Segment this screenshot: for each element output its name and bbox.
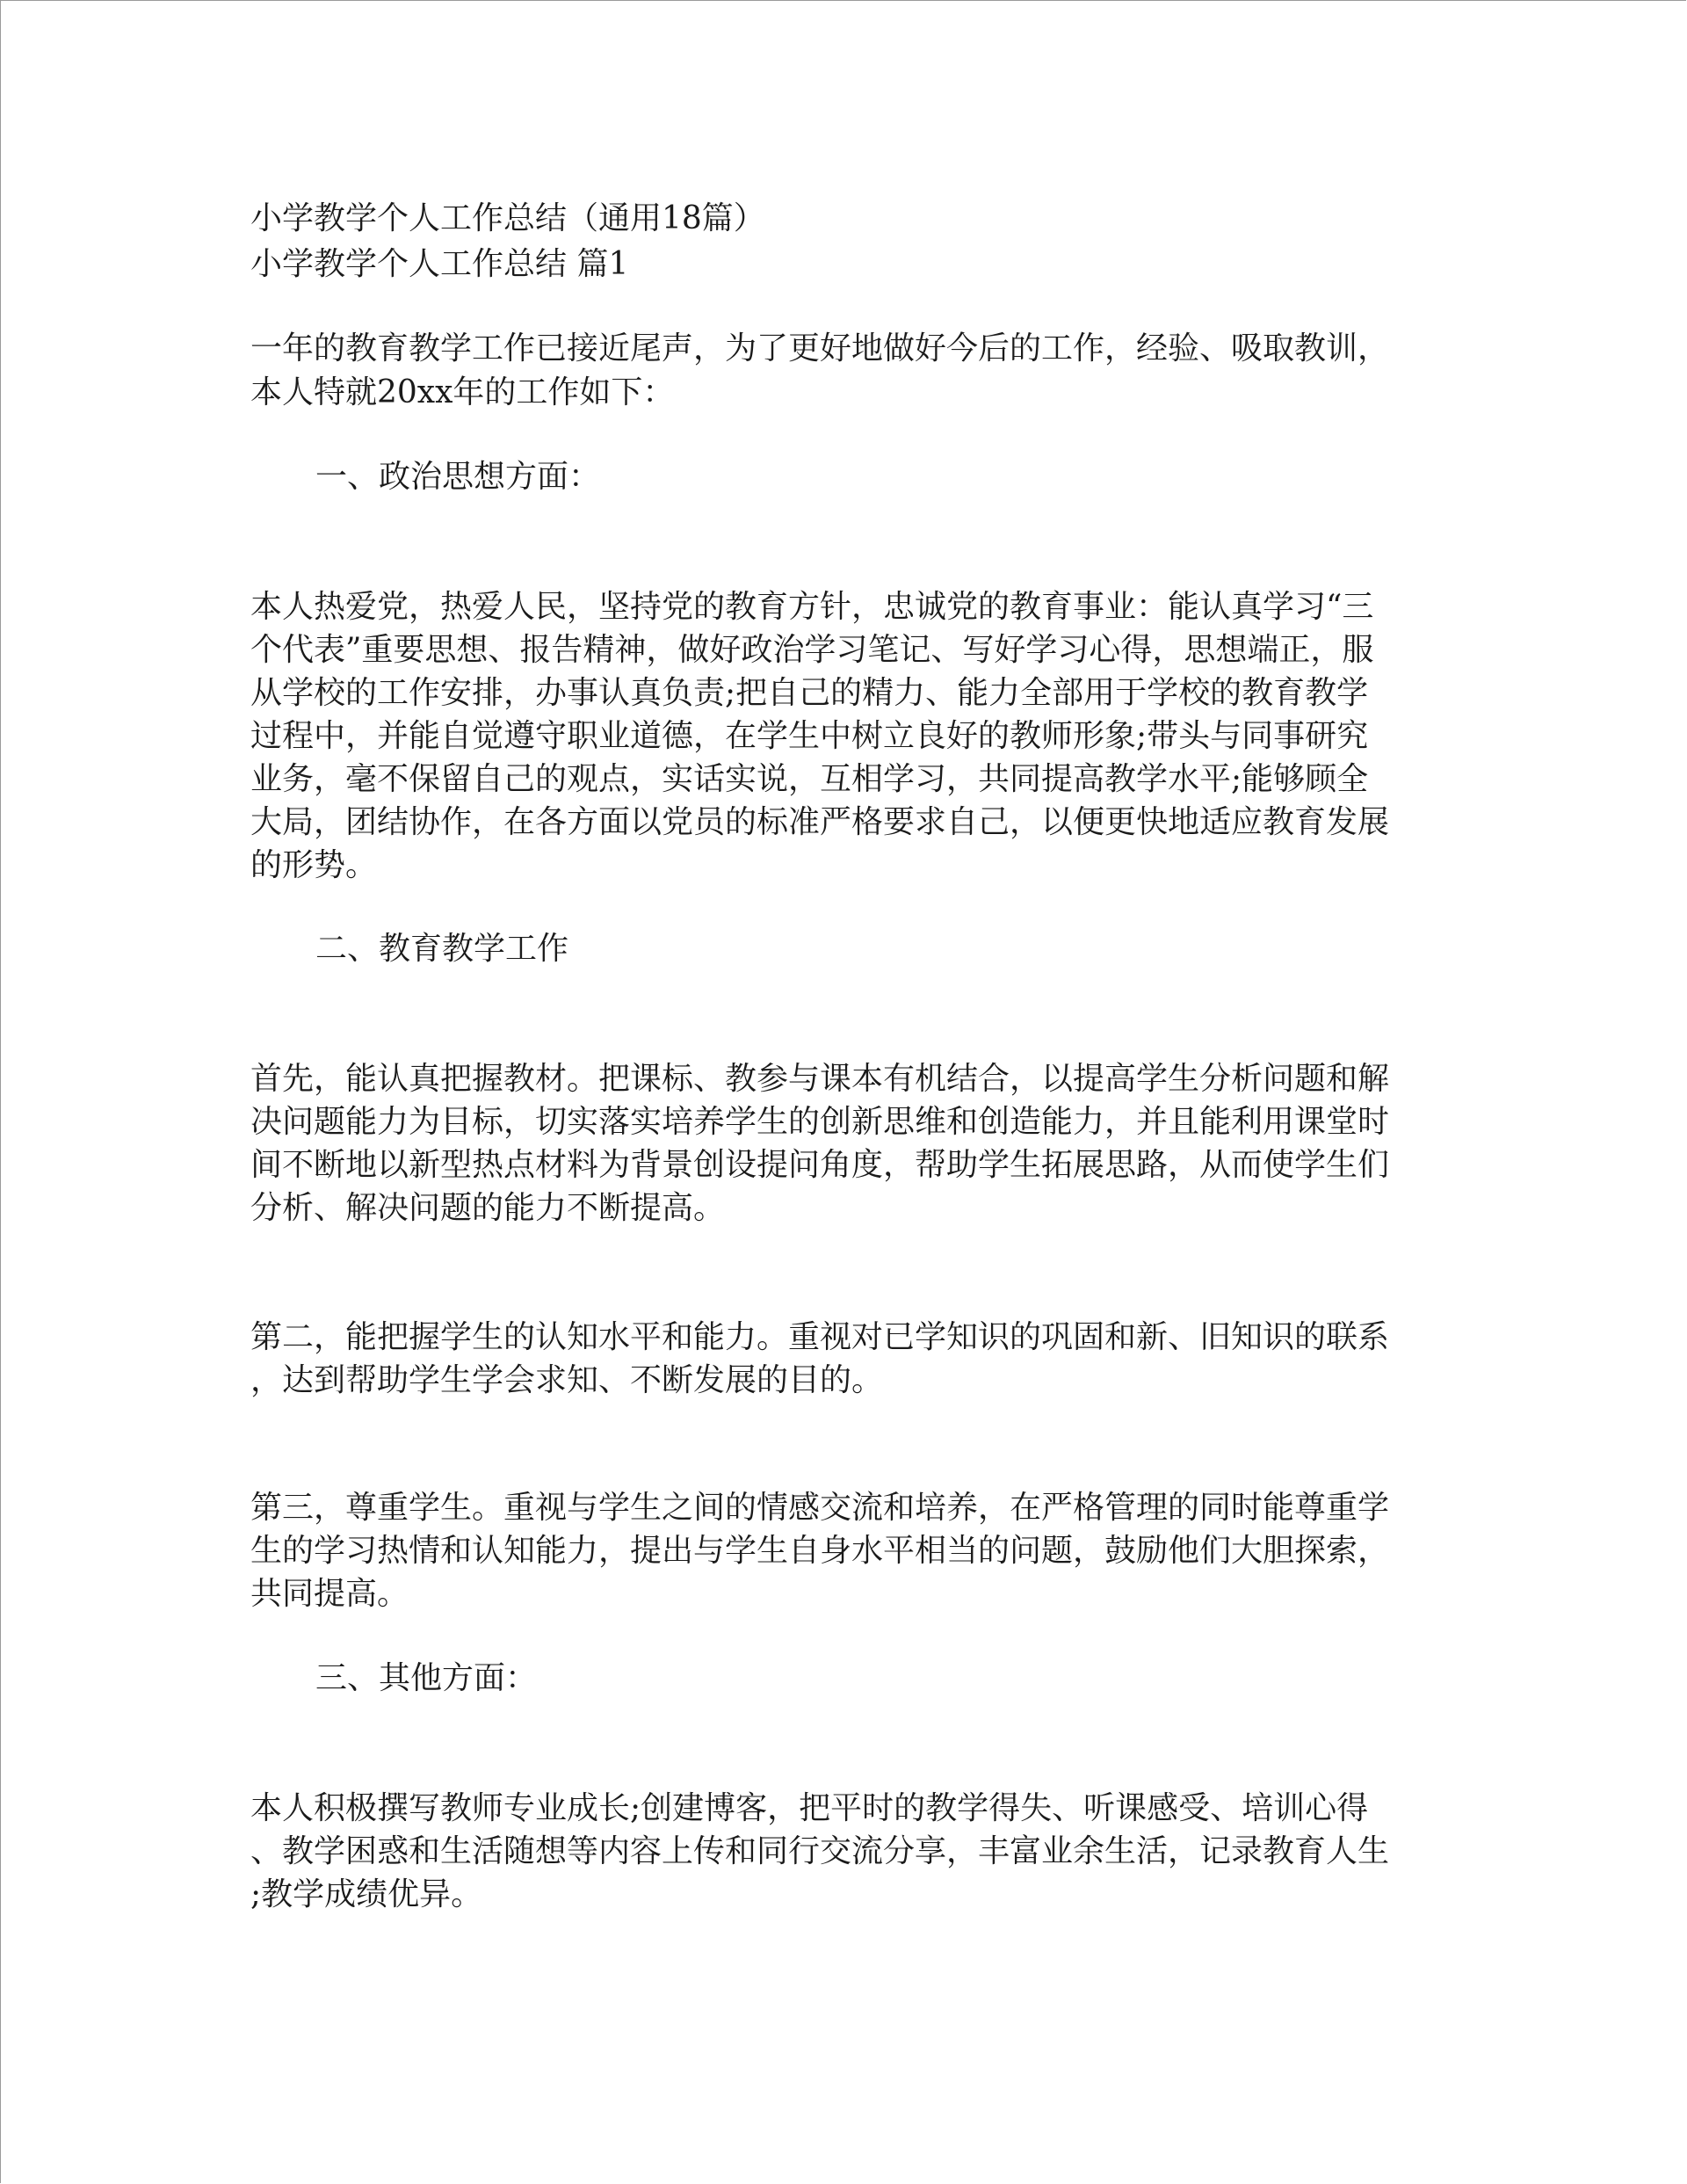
- paragraph-line: 第二，能把握学生的认知水平和能力。重视对已学知识的巩固和新、旧知识的联系: [250, 1319, 1390, 1355]
- paragraph-line: ，达到帮助学生学会求知、不断发展的目的。: [250, 1362, 884, 1398]
- section-heading-teaching: 二、教育教学工作: [315, 931, 569, 967]
- document-title: 小学教学个人工作总结（通用18篇）: [250, 200, 765, 236]
- intro-line: 一年的教育教学工作已接近尾声，为了更好地做好今后的工作，经验、吸取教训，: [250, 330, 1390, 366]
- document-subtitle: 小学教学个人工作总结 篇1: [250, 246, 629, 282]
- paragraph-line: 首先，能认真把握教材。把课标、教参与课本有机结合，以提高学生分析问题和解: [250, 1061, 1390, 1097]
- paragraph-line: 大局，团结协作，在各方面以党员的标准严格要求自己，以便更快地适应教育发展: [250, 804, 1390, 840]
- paragraph-line: ;教学成绩优异。: [250, 1876, 483, 1912]
- paragraph-line: 的形势。: [250, 847, 378, 883]
- paragraph-line: 本人积极撰写教师专业成长;创建博客，把平时的教学得失、听课感受、培训心得: [250, 1790, 1369, 1826]
- paragraph-line: 共同提高。: [250, 1576, 409, 1612]
- section-heading-politics: 一、政治思想方面：: [315, 459, 601, 495]
- paragraph-line: 决问题能力为目标，切实落实培养学生的创新思维和创造能力，并且能利用课堂时: [250, 1104, 1390, 1140]
- section-heading-other: 三、其他方面：: [315, 1660, 538, 1696]
- paragraph-line: 间不断地以新型热点材料为背景创设提问角度，帮助学生拓展思路，从而使学生们: [250, 1147, 1390, 1183]
- paragraph-line: 本人热爱党，热爱人民，坚持党的教育方针，忠诚党的教育事业：能认真学习“三: [250, 589, 1374, 625]
- paragraph-line: 过程中，并能自觉遵守职业道德，在学生中树立良好的教师形象;带头与同事研究: [250, 718, 1369, 754]
- paragraph-line: 从学校的工作安排，办事认真负责;把自己的精力、能力全部用于学校的教育教学: [250, 675, 1369, 711]
- paragraph-line: 、教学困惑和生活随想等内容上传和同行交流分享，丰富业余生活，记录教育人生: [250, 1833, 1390, 1869]
- paragraph-line: 第三，尊重学生。重视与学生之间的情感交流和培养，在严格管理的同时能尊重学: [250, 1490, 1390, 1526]
- paragraph-line: 生的学习热情和认知能力，提出与学生自身水平相当的问题，鼓励他们大胆探索，: [250, 1533, 1390, 1569]
- paragraph-line: 分析、解决问题的能力不断提高。: [250, 1190, 726, 1226]
- paragraph-line: 业务，毫不保留自己的观点，实话实说，互相学习，共同提高教学水平;能够顾全: [250, 761, 1369, 797]
- intro-line: 本人特就20xx年的工作如下：: [250, 374, 675, 410]
- paragraph-line: 个代表”重要思想、报告精神，做好政治学习笔记、写好学习心得，思想端正，服: [250, 632, 1374, 668]
